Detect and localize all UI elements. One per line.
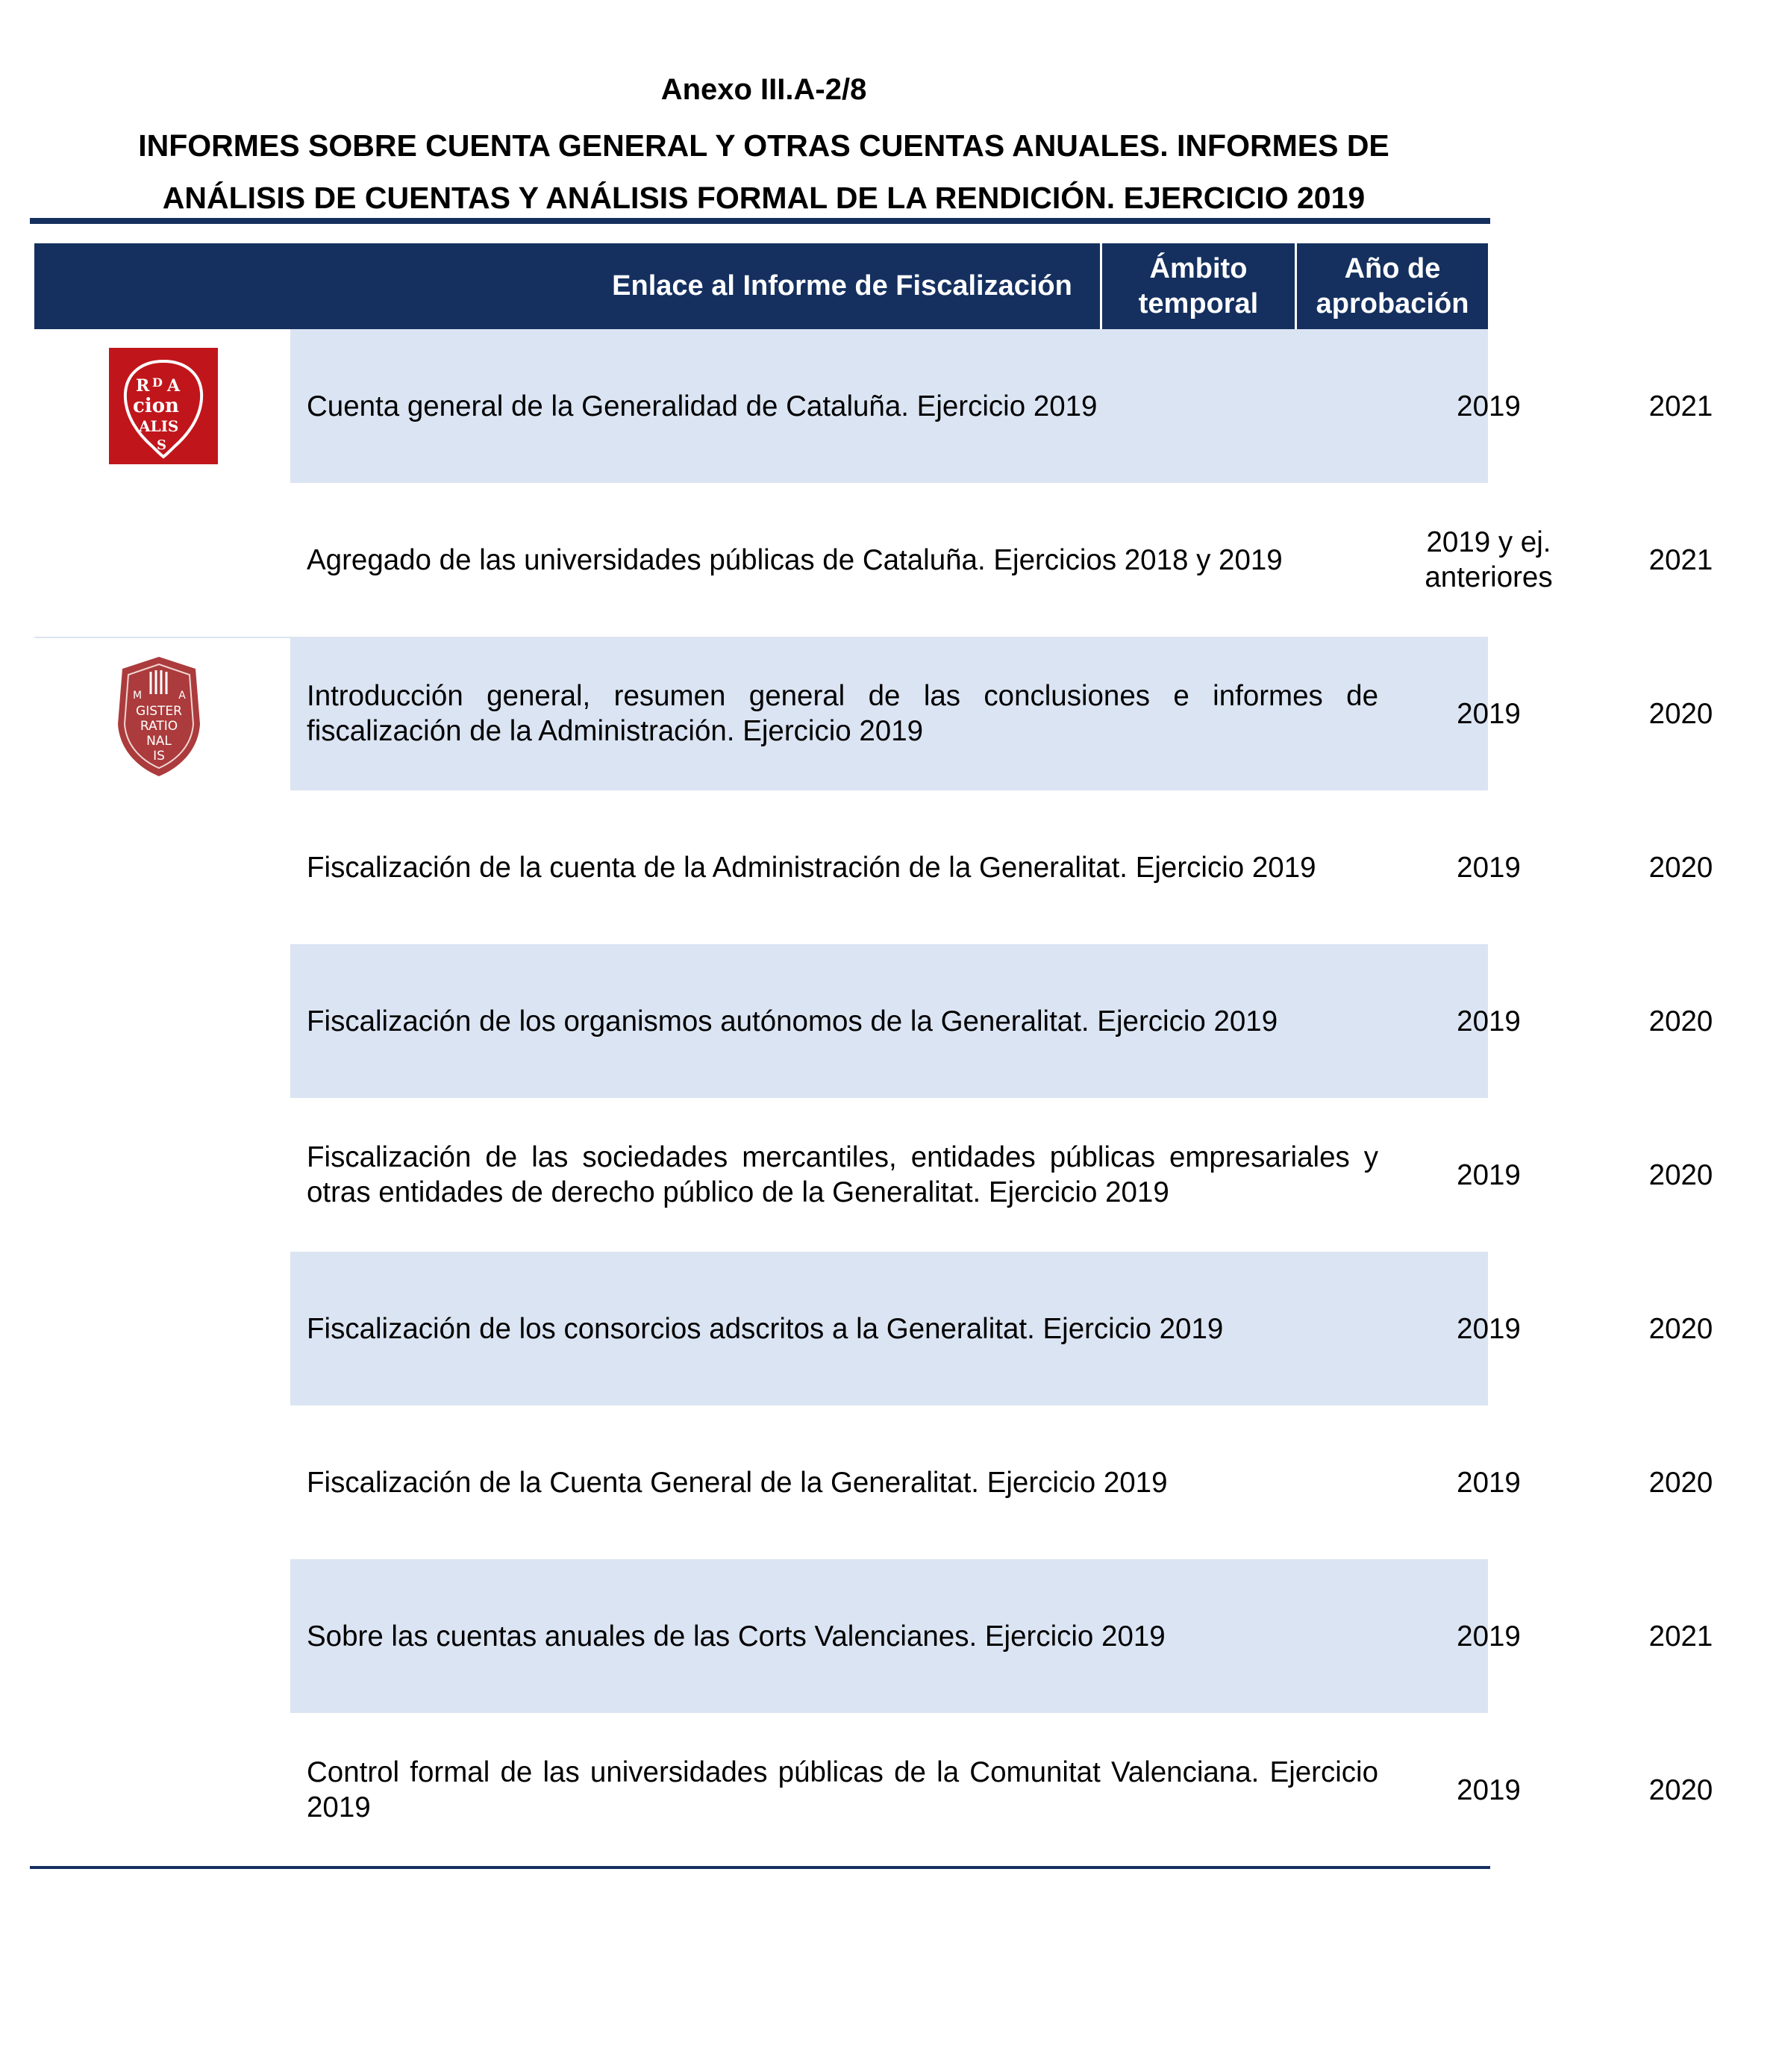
annex-label: Anexo III.A-2/8: [660, 73, 867, 106]
anio-aprobacion: 2020: [1648, 851, 1713, 884]
anio-aprobacion: 2021: [1648, 543, 1713, 576]
ambito-temporal: 2019 y ej. anteriores: [1425, 526, 1553, 593]
svg-text:A: A: [178, 690, 186, 702]
table-row: [290, 944, 1713, 1098]
table-row: [290, 1713, 1713, 1867]
report-link[interactable]: Fiscalización de los organismos autónomos de la Generalitat. Ejercicio 2019: [307, 1005, 1278, 1037]
sindicatura-catalunya-logo[interactable]: [109, 348, 218, 464]
svg-text:cion: cion: [133, 395, 179, 417]
svg-text:ALIS: ALIS: [139, 417, 179, 435]
table-row: [290, 1405, 1713, 1559]
table-row: [290, 637, 1713, 790]
svg-text:S: S: [157, 437, 166, 453]
svg-text:M: M: [132, 690, 143, 702]
table-row: [290, 790, 1713, 944]
report-link[interactable]: Sobre las cuentas anuales de las Corts Valencianes. Ejercicio 2019: [307, 1620, 1166, 1653]
title-line-1: INFORMES SOBRE CUENTA GENERAL Y OTRAS CUENTAS ANUALES. INFORMES DE: [138, 128, 1389, 163]
anio-aprobacion: 2020: [1648, 1773, 1713, 1806]
logo-separator: [34, 637, 290, 638]
header-ambito: Ámbito temporal: [1138, 252, 1259, 319]
table-row: [290, 483, 1713, 637]
anio-aprobacion: 2020: [1648, 1158, 1713, 1191]
svg-text:NAL: NAL: [146, 734, 172, 749]
table-row: [290, 1559, 1713, 1713]
svg-text:A: A: [167, 376, 181, 396]
report-link[interactable]: Introducción general, resumen general de las conclusiones e informes de fiscalización de la Administración. Ejercicio 2019: [307, 680, 1378, 747]
svg-text:D: D: [152, 375, 163, 390]
svg-text:R: R: [136, 376, 150, 396]
header-anio: Año de aprobación: [1316, 252, 1469, 319]
report-link[interactable]: Fiscalización de la Cuenta General de la Generalitat. Ejercicio 2019: [307, 1466, 1168, 1499]
ambito-temporal: 2019: [1457, 1312, 1521, 1345]
ambito-temporal: 2019: [1457, 1005, 1521, 1037]
anio-aprobacion: 2021: [1648, 390, 1713, 422]
title-line-2: ANÁLISIS DE CUENTAS Y ANÁLISIS FORMAL DE LA RENDICIÓN. EJERCICIO 2019: [162, 181, 1366, 215]
ambito-temporal: 2019: [1457, 1158, 1521, 1191]
ambito-temporal: 2019: [1457, 1466, 1521, 1499]
anio-aprobacion: 2020: [1648, 1312, 1713, 1345]
bottom-rule: [30, 1866, 1490, 1869]
anio-aprobacion: 2021: [1648, 1620, 1713, 1653]
anio-aprobacion: 2020: [1648, 697, 1713, 730]
ambito-temporal: 2019: [1457, 390, 1521, 422]
report-link[interactable]: Fiscalización de los consorcios adscritos a la Generalitat. Ejercicio 2019: [307, 1312, 1224, 1345]
ambito-temporal: 2019: [1457, 851, 1521, 884]
top-rule: [30, 218, 1490, 224]
ambito-temporal: 2019: [1457, 1773, 1521, 1806]
svg-text:GISTER: GISTER: [136, 704, 182, 719]
ambito-temporal: 2019: [1457, 697, 1521, 730]
report-link[interactable]: Fiscalización de las sociedades mercantiles, entidades públicas empresariales y otras entidades de derecho público de la Generalitat. Ejercicio 2019: [307, 1141, 1378, 1208]
sindicatura-valenciana-logo[interactable]: [107, 652, 210, 781]
svg-text:IS: IS: [153, 749, 165, 764]
header-enlace: Enlace al Informe de Fiscalización: [612, 270, 1072, 302]
table-row: [290, 1098, 1713, 1252]
page-title: [60, 119, 1468, 224]
table-row: [290, 329, 1713, 483]
ambito-temporal: 2019: [1457, 1620, 1521, 1653]
anio-aprobacion: 2020: [1648, 1466, 1713, 1499]
table-row: [290, 1252, 1713, 1405]
svg-text:RATIO: RATIO: [140, 719, 178, 734]
table-header: [34, 243, 1488, 329]
report-link[interactable]: Cuenta general de la Generalidad de Cataluña. Ejercicio 2019: [307, 390, 1098, 422]
report-link[interactable]: Control formal de las universidades públicas de la Comunitat Valenciana. Ejercicio 2019: [307, 1756, 1378, 1823]
report-link[interactable]: Fiscalización de la cuenta de la Administración de la Generalitat. Ejercicio 2019: [307, 851, 1316, 884]
report-link[interactable]: Agregado de las universidades públicas de Cataluña. Ejercicios 2018 y 2019: [307, 543, 1283, 576]
anio-aprobacion: 2020: [1648, 1005, 1713, 1037]
